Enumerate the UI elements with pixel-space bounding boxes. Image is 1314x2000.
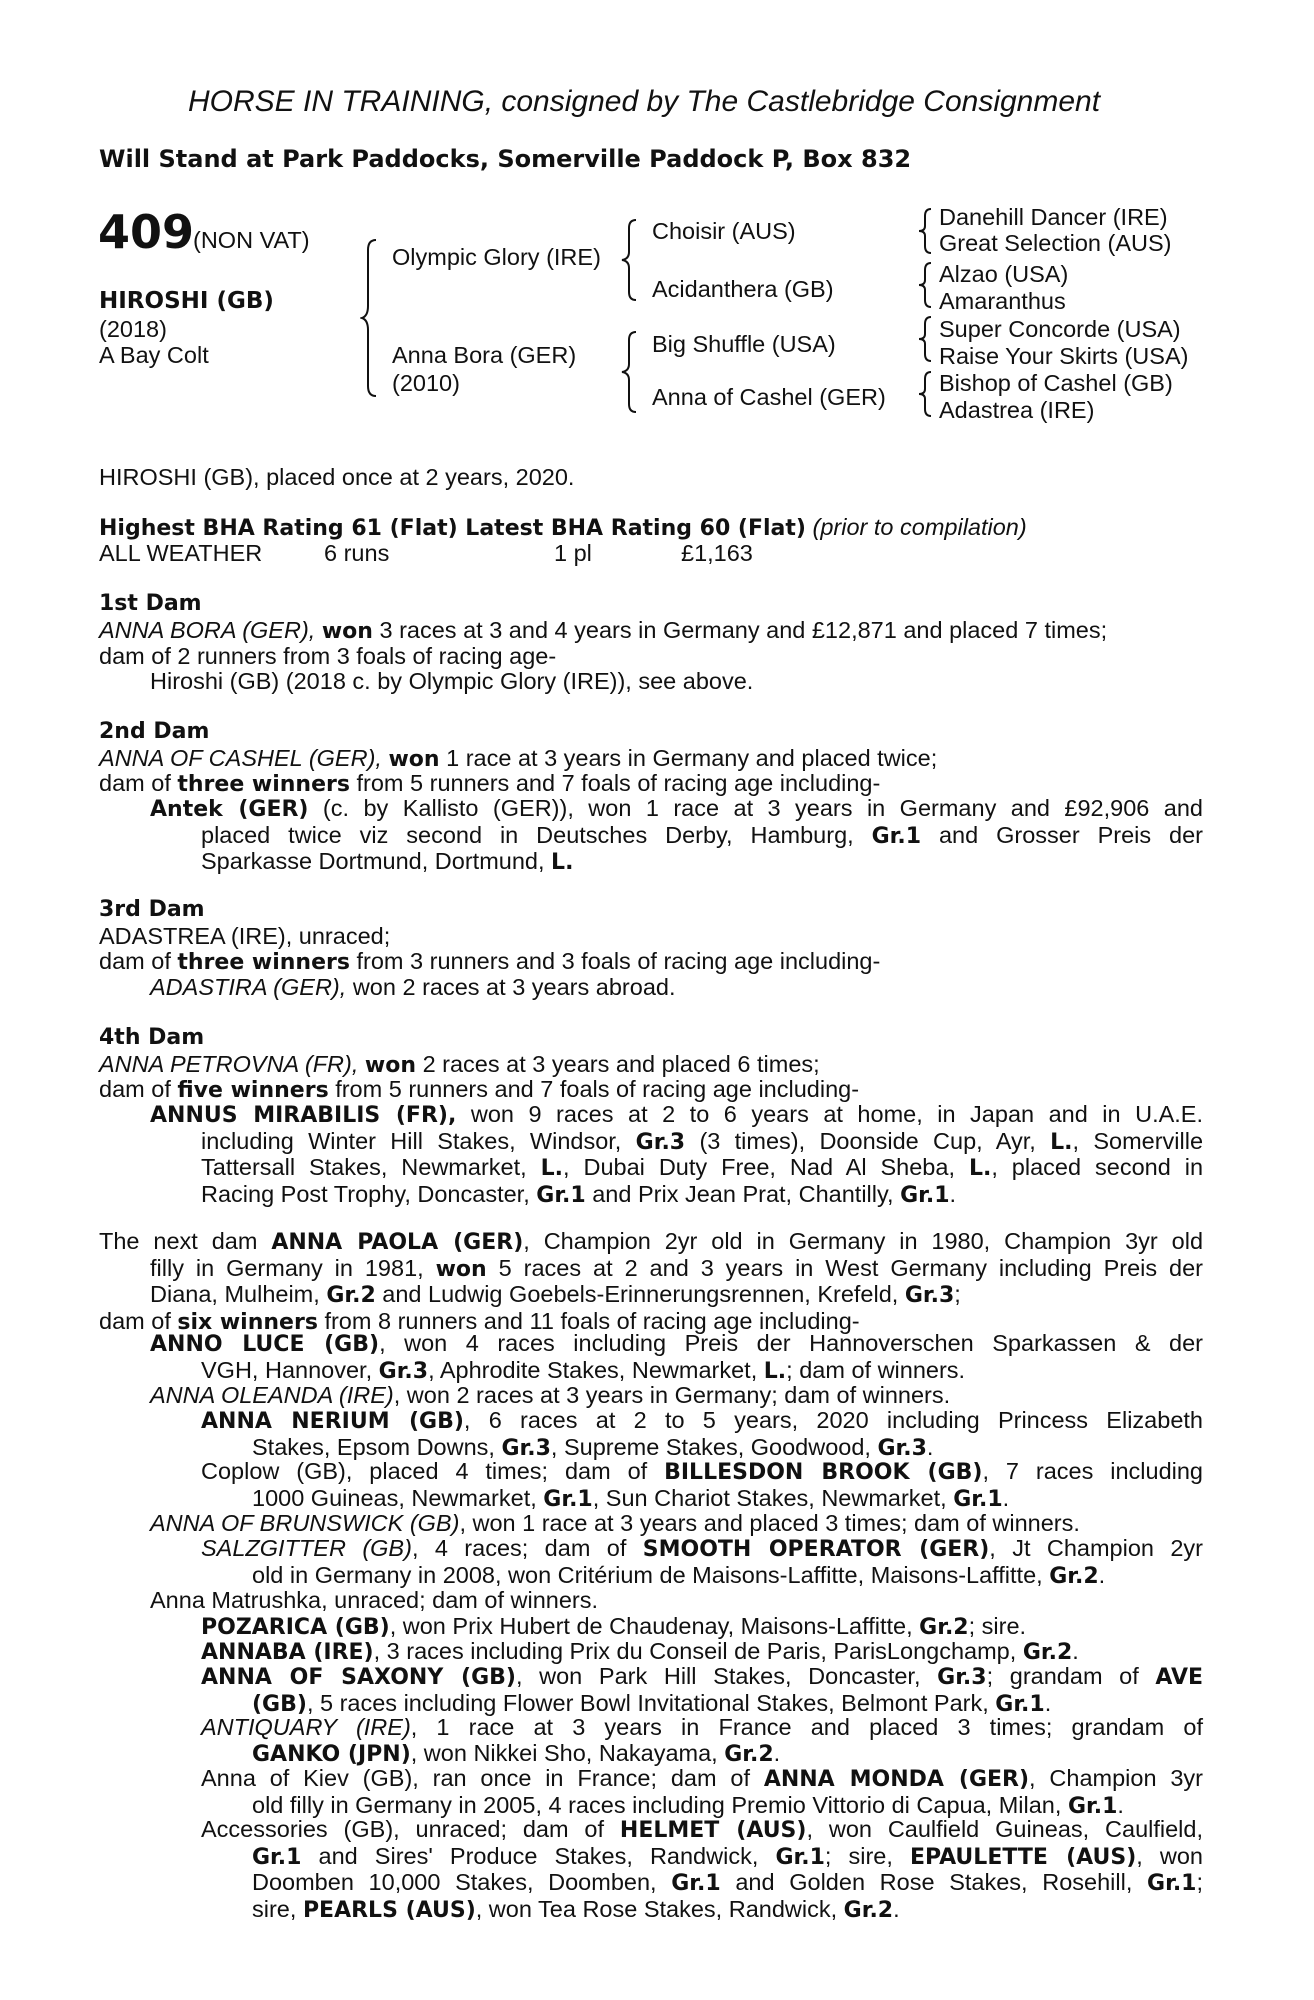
text: placed twice viz second in Deutsches Derby, Hamburg,: [201, 821, 854, 848]
line: [252, 1870, 1203, 1897]
vat-status: (NON VAT): [193, 227, 310, 253]
winners-count: three winners: [177, 950, 350, 975]
antek-entry: [150, 796, 1203, 876]
text: Tattersall Stakes, Newmarket,: [201, 1154, 527, 1181]
pedigree-dam: Anna Bora (GER): [392, 342, 577, 368]
text: Racing Post Trophy, Doncaster,: [201, 1180, 530, 1207]
line: [201, 1182, 1203, 1209]
pedigree-g3-8: Adastrea (IRE): [939, 397, 1095, 423]
text: .: [1117, 1791, 1124, 1818]
pedigree-g3-6: Raise Your Skirts (USA): [939, 343, 1189, 369]
text: filly in Germany in 1981,: [150, 1254, 424, 1281]
stand-location: Will Stand at Park Paddocks, Somerville Paddock P, Box 832: [99, 145, 912, 173]
pedigree-g3-4: Amaranthus: [939, 288, 1066, 314]
text: Accessories (GB), unraced; dam of: [201, 1816, 605, 1842]
line: [201, 1129, 1203, 1156]
line: [201, 1715, 1203, 1741]
winners-count: six winners: [177, 1309, 318, 1335]
horse-name: (GB): [252, 1691, 307, 1717]
surface-label: ALL WEATHER: [99, 540, 263, 566]
pedigree-brace-dam: [620, 330, 640, 414]
dam1-won: won: [321, 619, 373, 644]
text: .: [893, 1895, 900, 1922]
dam2-heading: 2nd Dam: [99, 719, 210, 744]
pedigree-brace-g3-1: [917, 206, 937, 256]
page-title: HORSE IN TRAINING, consigned by The Castlebridge Consignment: [188, 85, 1101, 118]
pedigree-dam-year: (2010): [392, 370, 460, 396]
text: .: [926, 1433, 934, 1460]
horse-name: HIROSHI (GB): [99, 288, 274, 314]
anna-matrushka-entry: Anna Matrushka, unraced; dam of winners.: [150, 1587, 599, 1613]
earnings: £1,163: [681, 540, 753, 566]
text: .: [949, 1180, 957, 1207]
line: [201, 1766, 1203, 1793]
winners-count: three winners: [177, 772, 350, 797]
text: and Golden Rose Stakes, Rosehill,: [735, 1869, 1133, 1896]
text: , won: [1136, 1842, 1203, 1869]
text: and Grosser Preis der: [938, 821, 1204, 848]
text: 1000 Guineas, Newmarket,: [252, 1484, 537, 1511]
text: .: [1098, 1561, 1106, 1588]
dam4-heading: 4th Dam: [99, 1025, 205, 1050]
line: [252, 1741, 1203, 1768]
text: including Winter Hill Stakes, Windsor,: [201, 1127, 622, 1154]
next-dam-entry: [99, 1229, 1203, 1335]
runs-count: 6 runs: [324, 540, 390, 566]
pedigree-dam-dam: Anna of Cashel (GER): [652, 384, 886, 410]
horse-name: GANKO (JPN): [252, 1741, 411, 1767]
line: [150, 1102, 1203, 1129]
text: .: [1044, 1689, 1052, 1716]
text: ; dam of winners.: [786, 1356, 966, 1383]
line: [99, 1229, 1203, 1256]
horse-name: SALZGITTER (GB): [201, 1535, 412, 1561]
text: (c. by Kallisto (GER)), won 1 race at 3 years in Germany and £92,906 and: [322, 795, 1204, 821]
text: Diana, Mulheim,: [150, 1281, 320, 1308]
text: , won Park Hill Stakes, Doncaster,: [515, 1663, 921, 1689]
text: .: [1002, 1484, 1010, 1511]
grade: Gr.3: [937, 1665, 987, 1690]
text: and Ludwig Goebels-Erinnerungsrennen, Krefeld,: [382, 1281, 899, 1308]
grade: Gr.2: [724, 1741, 774, 1767]
salzgitter-entry: [201, 1536, 1203, 1589]
text: , Aphrodite Stakes, Newmarket,: [428, 1356, 758, 1383]
grade: L.: [540, 1156, 564, 1182]
anno-luce-entry: [150, 1331, 1203, 1384]
pedigree-g3-7: Bishop of Cashel (GB): [939, 370, 1173, 396]
text: , won Prix Hubert de Chaudenay, Maisons-Laffitte,: [389, 1613, 913, 1639]
accessories-entry: [201, 1817, 1203, 1923]
grade: Gr.1: [953, 1486, 1003, 1512]
grade: L.: [968, 1156, 992, 1182]
grade: Gr.3: [877, 1435, 927, 1461]
grade: Gr.1: [1147, 1871, 1197, 1897]
horse-name: ANNA PAOLA (GER): [271, 1230, 524, 1255]
text: Sparkasse Dortmund, Dortmund,: [201, 848, 545, 875]
text: won 2 races at 3 years abroad.: [352, 974, 676, 1000]
annus-mirabilis-entry: [150, 1102, 1203, 1208]
text: Stakes, Epsom Downs,: [252, 1433, 495, 1460]
horse-name: ANNUS MIRABILIS (FR),: [150, 1103, 457, 1128]
horse-name: ANNABA (IRE): [201, 1640, 374, 1665]
horse-name: EPAULETTE (AUS): [909, 1844, 1137, 1870]
text: Anna of Kiev (GB), ran once in France; dam of: [201, 1765, 750, 1791]
pedigree-g3-3: Alzao (USA): [939, 261, 1069, 287]
placed-count: 1 pl: [554, 540, 592, 566]
grade: Gr.3: [378, 1358, 429, 1384]
text: , Sun Chariot Stakes, Newmarket,: [592, 1484, 947, 1511]
text: , Jt Champion 2yr: [989, 1535, 1204, 1561]
text: VGH, Hannover,: [201, 1356, 373, 1383]
pedigree-sire-dam: Acidanthera (GB): [652, 276, 834, 302]
text: , won Nikkei Sho, Nakayama,: [410, 1739, 718, 1766]
horse-name: ANNA OLEANDA (IRE): [150, 1382, 394, 1408]
text: , 3 races including Prix du Conseil de Paris, ParisLongchamp,: [373, 1638, 1017, 1664]
horse-name: ANTIQUARY (IRE): [201, 1714, 411, 1740]
grade: L.: [551, 850, 574, 876]
pedigree-dam-sire: Big Shuffle (USA): [652, 331, 836, 357]
text: , 7 races including: [982, 1458, 1203, 1484]
won: won: [435, 1256, 487, 1282]
dam2-won: won: [388, 747, 440, 772]
grade: Gr.1: [543, 1486, 593, 1512]
text: , won Tea Rose Stakes, Randwick,: [475, 1895, 838, 1922]
text: , Supreme Stakes, Goodwood,: [550, 1433, 871, 1460]
text: dam of: [99, 770, 171, 796]
dam4-line1: [99, 1051, 820, 1079]
grade: Gr.3: [904, 1283, 955, 1309]
text: , Champion 2yr old in Germany in 1980, Champion 3yr old: [523, 1228, 1204, 1254]
text: , won 2 races at 3 years in Germany; dam of winners.: [393, 1382, 951, 1408]
text: dam of: [99, 948, 171, 974]
foaling-year: (2018): [99, 316, 167, 342]
horse-name: AVE: [1155, 1665, 1204, 1690]
anna-oleanda-entry: [150, 1382, 950, 1408]
lot-number: 409: [98, 205, 195, 259]
line: [150, 1282, 1203, 1309]
text: , placed second in: [991, 1154, 1204, 1181]
text: Coplow (GB), placed 4 times; dam of: [201, 1458, 648, 1484]
text: , won Caulfield Guineas, Caulfield,: [806, 1816, 1204, 1842]
text: , won 1 race at 3 years and placed 3 times; dam of winners.: [459, 1510, 1080, 1536]
text: and Sires' Produce Stakes, Randwick,: [318, 1842, 759, 1869]
dam4-line2: [99, 1076, 859, 1104]
text: , 1 race at 3 years in France and placed 3 times; grandam of: [410, 1714, 1203, 1740]
horse-name: PEARLS (AUS): [302, 1897, 476, 1923]
dam2-line2: [99, 770, 880, 798]
text: Doomben 10,000 Stakes, Doomben,: [252, 1869, 657, 1896]
line: [201, 1408, 1203, 1435]
pedigree-brace-gen1: [360, 238, 380, 398]
dam1-record: 3 races at 3 and 4 years in Germany and £12,871 and placed 7 times;: [379, 617, 1108, 643]
text: , Dubai Duty Free, Nad Al Sheba,: [563, 1154, 955, 1181]
rating-note: (prior to compilation): [812, 514, 1027, 540]
text: , won 4 races including Preis der Hannoverschen Sparkassen & der: [379, 1330, 1203, 1356]
text: 5 races at 2 and 3 years in West Germany including Preis der: [498, 1254, 1204, 1281]
line: [201, 1155, 1203, 1182]
text: The next dam: [99, 1228, 258, 1254]
horse-name: BILLESDON BROOK (GB): [664, 1460, 983, 1485]
dam4-record: 2 races at 3 years and placed 6 times;: [422, 1051, 820, 1077]
horse-name: HELMET (AUS): [619, 1818, 807, 1843]
grade: Gr.1: [995, 1691, 1045, 1717]
grade: L.: [763, 1358, 787, 1384]
dam4-won: won: [364, 1053, 417, 1078]
dam3-line1: ADASTREA (IRE), unraced;: [99, 923, 391, 949]
text: ; grandam of: [986, 1663, 1139, 1689]
dam3-heading: 3rd Dam: [99, 897, 205, 922]
dam2-name: ANNA OF CASHEL (GER),: [99, 745, 382, 771]
text: dam of: [99, 1076, 171, 1102]
horse-name: ANNA OF BRUNSWICK (GB): [150, 1510, 460, 1536]
grade: Gr.2: [919, 1615, 969, 1640]
horse-name: ANNA NERIUM (GB): [201, 1409, 464, 1434]
text: ; sire.: [968, 1613, 1027, 1639]
horse-name: ANNA OF SAXONY (GB): [201, 1665, 516, 1690]
grade: Gr.3: [635, 1129, 686, 1155]
dam1-heading: 1st Dam: [99, 591, 202, 616]
horse-name: ANNO LUCE (GB): [150, 1332, 380, 1357]
grade: Gr.2: [1049, 1563, 1099, 1589]
text: ; sire,: [824, 1842, 893, 1869]
text: and Prix Jean Prat, Chantilly,: [592, 1180, 894, 1207]
text: sire,: [252, 1895, 297, 1922]
text: , Somerville: [1072, 1127, 1204, 1154]
text: from 5 runners and 7 foals of racing age including-: [356, 770, 881, 796]
pedigree-brace-sire: [620, 218, 640, 302]
text: old in Germany in 2008, won Critérium de Maisons-Laffitte, Maisons-Laffitte,: [252, 1561, 1043, 1588]
text: .: [1072, 1638, 1079, 1664]
horse-name: ANNA MONDA (GER): [763, 1767, 1030, 1792]
text: , 5 races including Flower Bowl Invitational Stakes, Belmont Park,: [306, 1689, 989, 1716]
grade: Gr.2: [326, 1283, 376, 1309]
winners-count: five winners: [177, 1078, 329, 1103]
text: .: [773, 1739, 781, 1766]
anna-of-brunswick-entry: [150, 1510, 1080, 1536]
text: , Champion 3yr: [1029, 1765, 1203, 1791]
pedigree-brace-g3-2: [917, 260, 937, 310]
dam4-name: ANNA PETROVNA (FR),: [99, 1051, 359, 1077]
line: [201, 849, 1203, 876]
grade: Gr.3: [501, 1435, 551, 1461]
line: [201, 1664, 1203, 1691]
text: , 6 races at 2 to 5 years, 2020 including Princess Elizabeth: [463, 1407, 1203, 1433]
line: [201, 1817, 1203, 1844]
grade: Gr.1: [1067, 1793, 1118, 1819]
grade: Gr.1: [871, 823, 922, 849]
rating-line: [99, 514, 1027, 542]
grade: Gr.2: [843, 1897, 894, 1923]
line: [150, 796, 1203, 823]
line: [150, 1331, 1203, 1358]
grade: Gr.2: [1022, 1640, 1073, 1665]
line: [201, 1459, 1203, 1486]
dam2-record: 1 race at 3 years in Germany and placed twice;: [446, 745, 938, 771]
text: from 8 runners and 11 foals of racing age including-: [324, 1307, 860, 1334]
anna-nerium-entry: [201, 1408, 1203, 1461]
pozarica-entry: [201, 1613, 1026, 1641]
line: [252, 1486, 1203, 1513]
grade: Gr.1: [775, 1844, 825, 1870]
pedigree-sire: Olympic Glory (IRE): [392, 244, 601, 270]
line: [252, 1563, 1203, 1590]
annaba-entry: [201, 1638, 1079, 1666]
line: [252, 1844, 1203, 1871]
race-summary: HIROSHI (GB), placed once at 2 years, 2020.: [99, 464, 575, 490]
pedigree-g3-5: Super Concorde (USA): [939, 316, 1181, 342]
coplow-entry: [201, 1459, 1203, 1512]
text: from 3 runners and 3 foals of racing age including-: [356, 948, 881, 974]
horse-name: ADASTIRA (GER),: [150, 974, 347, 1000]
text: old filly in Germany in 2005, 4 races including Premio Vittorio di Capua, Milan,: [252, 1791, 1062, 1818]
line: [201, 1536, 1203, 1563]
pedigree-brace-g3-3: [917, 314, 937, 364]
dam1-line2: dam of 2 runners from 3 foals of racing age-: [99, 643, 557, 669]
text: ;: [954, 1281, 961, 1308]
pedigree-sire-sire: Choisir (AUS): [652, 218, 796, 244]
line: [150, 1256, 1203, 1283]
horse-name: Antek (GER): [150, 797, 309, 822]
horse-description: A Bay Colt: [99, 342, 209, 368]
grade: Gr.1: [536, 1182, 586, 1208]
grade: Gr.1: [252, 1844, 302, 1870]
horse-name: POZARICA (GB): [201, 1615, 390, 1640]
line: [201, 823, 1203, 850]
pedigree-g3-1: Danehill Dancer (IRE): [939, 204, 1168, 230]
dam1-line1: [99, 617, 1107, 645]
grade: Gr.1: [671, 1871, 721, 1897]
dam1-name: ANNA BORA (GER),: [99, 617, 316, 643]
line: [252, 1897, 1203, 1924]
dam3-progeny: [150, 974, 675, 1000]
pedigree-brace-g3-4: [917, 369, 937, 419]
text: dam of: [99, 1307, 171, 1334]
horse-name: SMOOTH OPERATOR (GER): [642, 1537, 990, 1562]
anna-of-saxony-entry: [201, 1664, 1203, 1717]
bha-rating: Highest BHA Rating 61 (Flat) Latest BHA Rating 60 (Flat): [99, 516, 806, 541]
text: (3 times), Doonside Cup, Ayr,: [699, 1127, 1036, 1154]
line: [201, 1358, 1203, 1385]
antiquary-entry: [201, 1715, 1203, 1767]
text: , 4 races; dam of: [411, 1535, 627, 1561]
pedigree-g3-2: Great Selection (AUS): [939, 230, 1172, 256]
grade: Gr.1: [900, 1182, 950, 1208]
dam1-progeny: Hiroshi (GB) (2018 c. by Olympic Glory (IRE)), see above.: [150, 668, 754, 694]
dam2-line1: [99, 745, 937, 773]
text: ;: [1196, 1869, 1204, 1896]
anna-of-kiev-entry: [201, 1766, 1203, 1819]
text: won 9 races at 2 to 6 years at home, in Japan and in U.A.E.: [470, 1101, 1203, 1127]
grade: L.: [1050, 1129, 1073, 1155]
text: from 5 runners and 7 foals of racing age including-: [335, 1076, 860, 1102]
dam3-line2: [99, 948, 880, 976]
